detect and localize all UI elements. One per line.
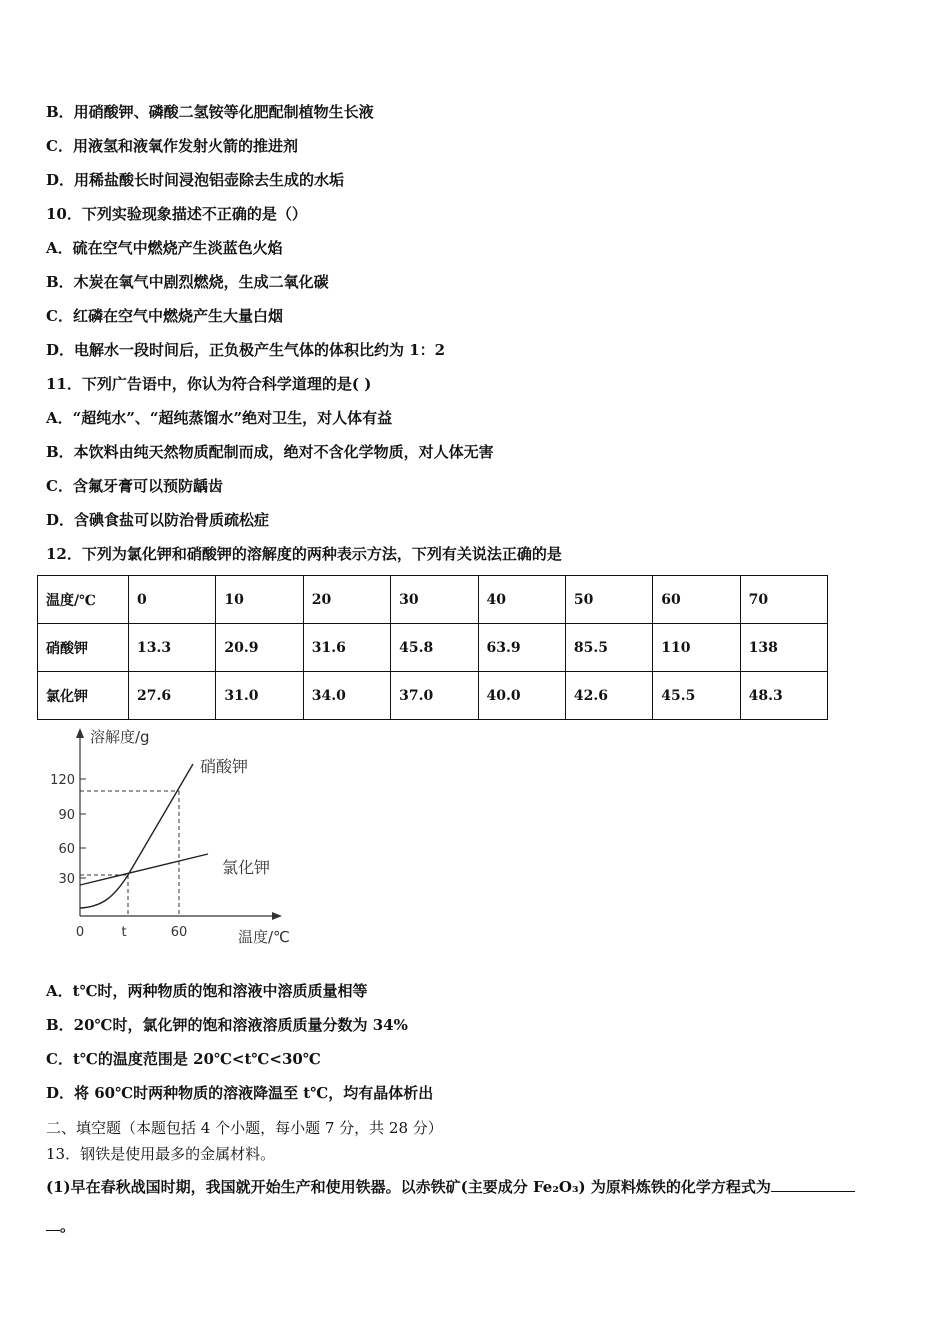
table-cell: 40.0 — [478, 672, 565, 720]
solubility-table — [37, 575, 828, 720]
table-row — [38, 624, 828, 672]
answer-blank[interactable] — [771, 1177, 855, 1192]
q11-option-b: B．本饮料由纯天然物质配制而成，绝对不含化学物质，对人体无害 — [46, 443, 494, 461]
table-cell: 37.0 — [391, 672, 478, 720]
table-cell: 42.6 — [565, 672, 652, 720]
table-cell: 110 — [653, 624, 740, 672]
question-13-part-1-text: (1)早在春秋战国时期，我国就开始生产和使用铁器。以赤铁矿(主要成分 Fe₂O₃) 为原料炼铁的化学方程式为 — [46, 1178, 771, 1196]
solubility-chart — [40, 724, 310, 949]
q12-option-c: C．t℃的温度范围是 20℃<t℃<30℃ — [46, 1050, 321, 1068]
x-tick-label: t — [121, 925, 127, 940]
series-label-potassium-nitrate: 硝酸钾 — [200, 757, 249, 776]
option-d-prev: D．用稀盐酸长时间浸泡铝壶除去生成的水垢 — [46, 171, 345, 189]
question-13-part-1 — [46, 1177, 855, 1197]
table-cell: 45.8 — [391, 624, 478, 672]
table-cell: 30 — [391, 576, 478, 624]
x-tick-label: 60 — [170, 925, 188, 940]
table-cell: 27.6 — [129, 672, 216, 720]
question-13: 13．钢铁是使用最多的金属材料。 — [46, 1145, 276, 1163]
q12-option-b: B．20℃时，氯化钾的饱和溶液溶质质量分数为 34% — [46, 1016, 408, 1034]
potassium-chloride-curve — [80, 854, 208, 885]
q11-option-c: C．含氟牙膏可以预防龋齿 — [46, 477, 223, 495]
x-axis-arrow-icon — [272, 912, 282, 920]
table-row — [38, 576, 828, 624]
table-cell: 20 — [303, 576, 390, 624]
option-b-prev: B．用硝酸钾、磷酸二氢铵等化肥配制植物生长液 — [46, 103, 374, 121]
y-tick-label: 30 — [58, 872, 75, 887]
table-cell: 0 — [129, 576, 216, 624]
question-10: 10．下列实验现象描述不正确的是（） — [46, 205, 307, 223]
table-cell: 13.3 — [129, 624, 216, 672]
table-cell: 85.5 — [565, 624, 652, 672]
question-12: 12．下列为氯化钾和硝酸钾的溶解度的两种表示方法，下列有关说法正确的是 — [46, 545, 562, 563]
option-c-prev: C．用液氢和液氧作发射火箭的推进剂 — [46, 137, 298, 155]
q12-option-d: D．将 60℃时两种物质的溶液降温至 t℃，均有晶体析出 — [46, 1084, 434, 1102]
q10-option-c: C．红磷在空气中燃烧产生大量白烟 — [46, 307, 283, 325]
y-tick-label: 90 — [58, 808, 75, 823]
y-axis-label: 溶解度/g — [90, 728, 150, 746]
q10-option-a: A．硫在空气中燃烧产生淡蓝色火焰 — [46, 239, 283, 257]
potassium-nitrate-curve — [80, 764, 193, 908]
table-cell: 31.0 — [216, 672, 303, 720]
table-cell: 50 — [565, 576, 652, 624]
table-cell: 氯化钾 — [38, 672, 129, 720]
table-cell: 20.9 — [216, 624, 303, 672]
table-cell: 34.0 — [303, 672, 390, 720]
table-cell: 60 — [653, 576, 740, 624]
y-axis-arrow-icon — [76, 728, 84, 738]
x-tick-label: 0 — [75, 925, 85, 940]
table-cell: 70 — [740, 576, 827, 624]
q12-option-a: A．t℃时，两种物质的饱和溶液中溶质质量相等 — [46, 982, 368, 1000]
table-cell: 31.6 — [303, 624, 390, 672]
q10-option-d: D．电解水一段时间后，正负极产生气体的体积比约为 1：2 — [46, 341, 446, 359]
question-11: 11．下列广告语中，你认为符合科学道理的是( ) — [46, 375, 372, 393]
q11-option-a: A．“超纯水”、“超纯蒸馏水”绝对卫生，对人体有益 — [46, 409, 393, 427]
table-cell: 硝酸钾 — [38, 624, 129, 672]
table-cell: 温度/℃ — [38, 576, 129, 624]
q11-option-d: D．含碘食盐可以防治骨质疏松症 — [46, 511, 270, 529]
table-cell: 40 — [478, 576, 565, 624]
section-title: 二、填空题（本题包括 4 个小题，每小题 7 分，共 28 分） — [46, 1119, 443, 1137]
table-cell: 45.5 — [653, 672, 740, 720]
table-cell: 138 — [740, 624, 827, 672]
answer-blank-cont[interactable] — [46, 1216, 60, 1231]
x-axis-label: 温度/℃ — [238, 928, 290, 946]
table-cell: 48.3 — [740, 672, 827, 720]
table-cell: 63.9 — [478, 624, 565, 672]
q10-option-b: B．木炭在氧气中剧烈燃烧，生成二氧化碳 — [46, 273, 329, 291]
table-cell: 10 — [216, 576, 303, 624]
table-row — [38, 672, 828, 720]
period-mark: 。 — [60, 1217, 76, 1235]
series-label-potassium-chloride: 氯化钾 — [222, 858, 271, 877]
y-tick-label: 120 — [50, 773, 75, 788]
answer-line-end — [46, 1216, 75, 1236]
y-tick-label: 60 — [58, 842, 75, 857]
